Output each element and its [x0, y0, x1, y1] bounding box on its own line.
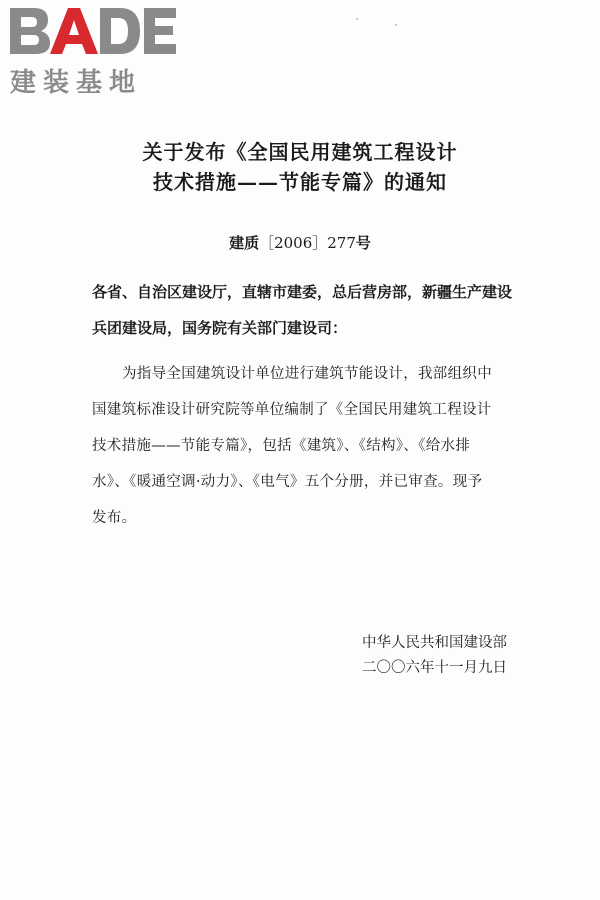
doc-number-prefix: 建质: [229, 234, 260, 252]
scan-speck: [395, 24, 397, 26]
doc-number-suffix: 号: [355, 234, 371, 252]
notice-title-line-1: 关于发布《全国民用建筑工程设计: [142, 140, 458, 164]
issue-date: 二〇〇六年十一月九日: [362, 660, 507, 676]
recipients-line-1: 各省、自治区建设厅，直辖市建委，总后营房部，新疆生产建设: [92, 283, 513, 301]
body-line-4: 水》、《暖通空调·动力》、《电气》五个分册，并已审查。现予: [92, 474, 483, 490]
doc-number-body: ［2006］277: [259, 234, 356, 252]
logo-subtitle: 建装基地: [10, 68, 143, 98]
bade-logo-mark: [8, 6, 178, 56]
scan-speck: [356, 18, 358, 20]
body-line-2: 国建筑标准设计研究院等单位编制了《全国民用建筑工程设计: [92, 402, 492, 418]
body-line-1: 为指导全国建筑设计单位进行建筑节能设计，我部组织中: [122, 366, 492, 382]
recipients-line-2: 兵团建设局，国务院有关部门建设司：: [92, 319, 348, 337]
body-line-3: 技术措施——节能专篇》，包括《建筑》、《结构》、《给水排: [92, 438, 471, 454]
notice-title-line-2: 技术措施——节能专篇》的通知: [153, 170, 447, 194]
document-number: [0, 232, 600, 253]
bade-logo: [8, 6, 178, 98]
body-line-5: 发布。: [92, 510, 137, 526]
issuer-name: 中华人民共和国建设部: [362, 635, 507, 651]
